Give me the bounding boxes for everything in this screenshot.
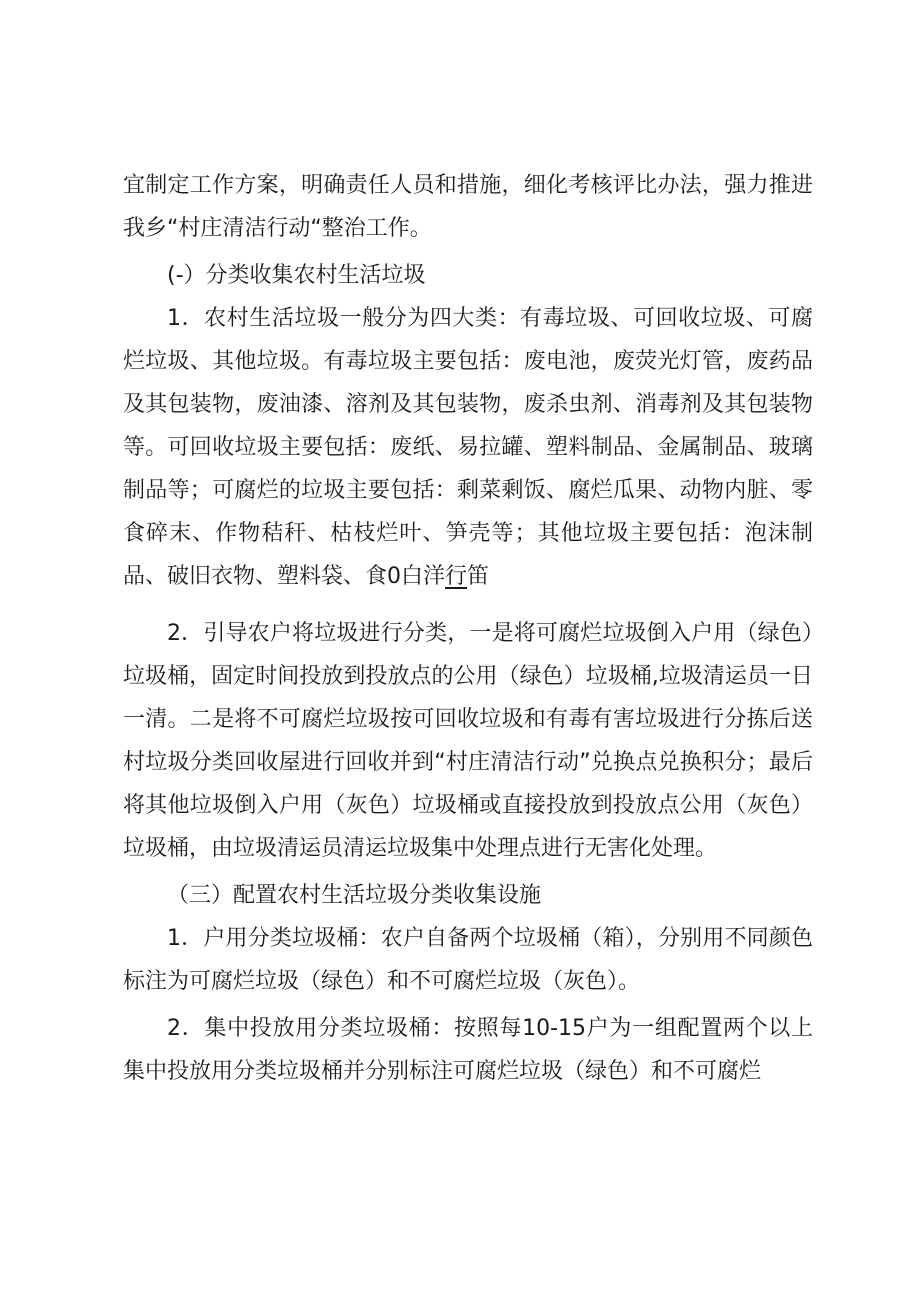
paragraph-intro-continuation: 宜制定工作方案，明确责任人员和措施，细化考核评比办法，强力推进我乡“村庄清洁行动“整治工作。 bbox=[123, 173, 813, 241]
section-heading-facilities: （三）配置农村生活垃圾分类收集设施 bbox=[167, 883, 542, 908]
paragraph-garbage-categories bbox=[123, 297, 813, 598]
paragraph-garbage-categories-text: 1．农村生活垃圾一般分为四大类：有毒垃圾、可回收垃圾、可腐烂垃圾、其他垃圾。有毒垃圾主要包括：废电池，废荧光灯管，废药品及其包装物，废油漆、溶剂及其包装物，废杀虫剂、消毒剂及其包装物等。可回收垃圾主要包括：废纸、易拉罐、塑料制品、金属制品、玻璃制品等；可腐烂的垃圾主要包括：剩菜剩饭、腐烂瓜果、动物内脏、零食碎末、作物秸秆、枯枝烂叶、笋壳等；其他垃圾主要包括：泡沫制品、破旧衣物、塑料袋、食0白洋 bbox=[123, 306, 813, 589]
document-body bbox=[123, 164, 813, 1093]
trailing-character: 笛 bbox=[467, 564, 490, 589]
paragraph-sorting-guidance: 2．引导农户将垃圾进行分类，一是将可腐烂垃圾倒入户用（绿色）垃圾桶，固定时间投放到投放点的公用（绿色）垃圾桶,垃圾清运员一日一清。二是将不可腐烂垃圾按可回收垃圾和有毒有害垃圾进行分拣后送村垃圾分类回收屋进行回收并到“村庄清洁行动”兑换点兑换积分；最后将其他垃圾倒入户用（灰色）垃圾桶或直接投放到投放点公用（灰色）垃圾桶，由垃圾清运员清运垃圾集中处理点进行无害化处理。 bbox=[123, 621, 813, 861]
paragraph-shared-bins: 2．集中投放用分类垃圾桶：按照每10-15户为一组配置两个以上集中投放用分类垃圾桶并分别标注可腐烂垃圾（绿色）和不可腐烂 bbox=[123, 1016, 813, 1084]
underlined-character: 行 bbox=[445, 564, 468, 589]
section-heading-collection: (-）分类收集农村生活垃圾 bbox=[167, 263, 426, 288]
paragraph-household-bins: 1．户用分类垃圾桶：农户自备两个垃圾桶（箱），分别用不同颜色标注为可腐烂垃圾（绿色）和不可腐烂垃圾（灰色）。 bbox=[123, 926, 813, 994]
